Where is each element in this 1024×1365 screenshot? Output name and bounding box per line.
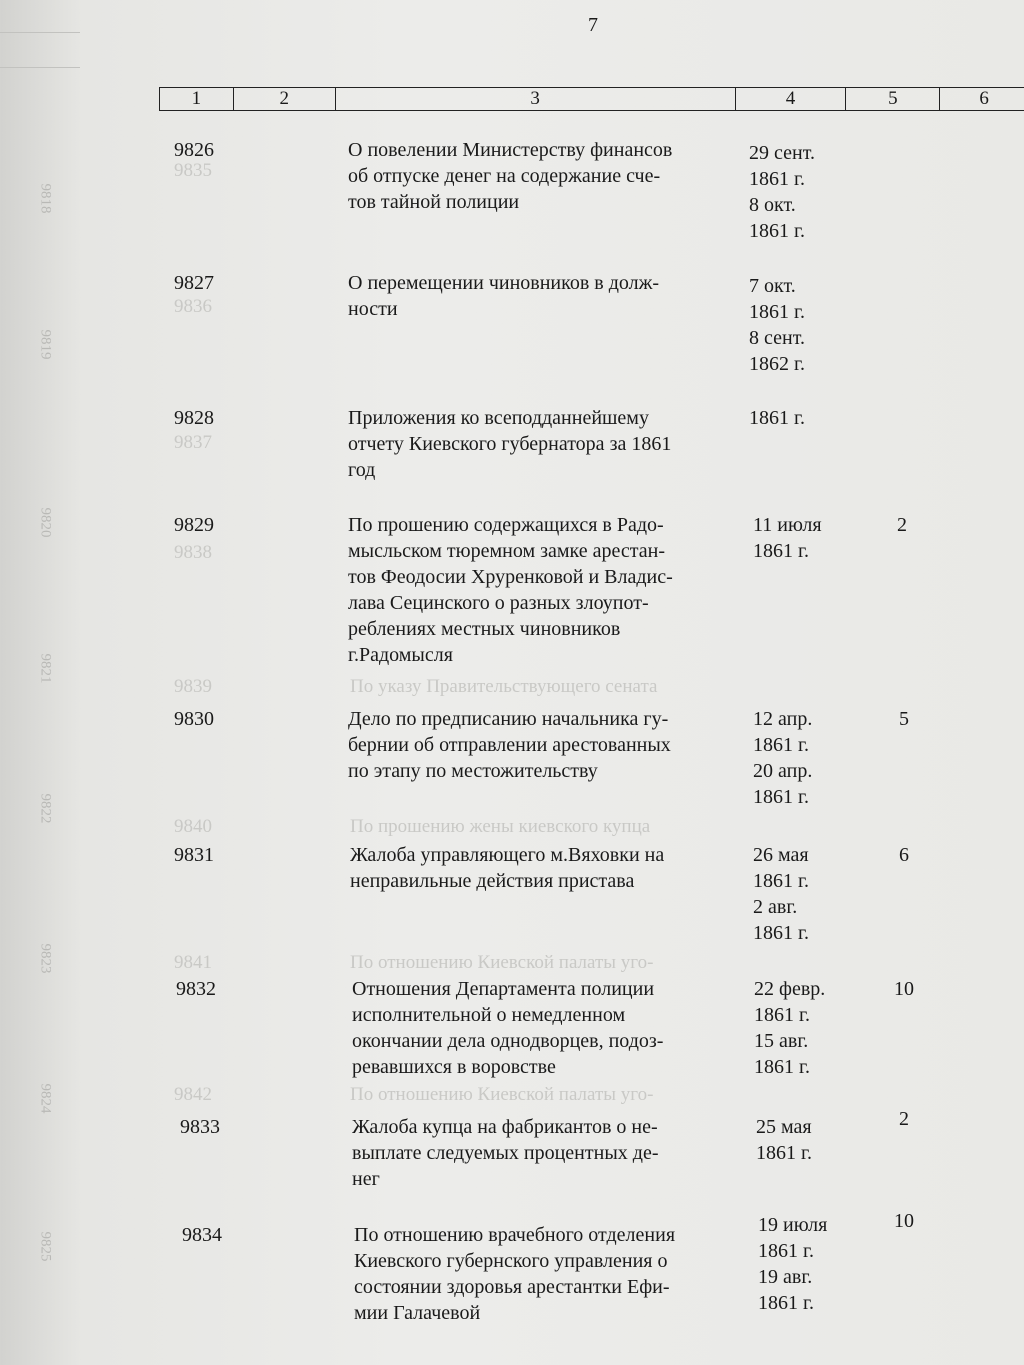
entry-number: 9828 [174, 407, 214, 429]
title-line: тов тайной полиции [348, 191, 520, 213]
entry-number: 9831 [174, 844, 214, 866]
title-line: Жалоба купца на фабрикантов о не- [352, 1116, 658, 1138]
bleed-text: По отношению Киевской палаты уго- [350, 1084, 654, 1105]
entry-dates [749, 273, 805, 377]
page-number: 7 [588, 14, 598, 36]
title-line: реблениях местных чиновников [348, 618, 621, 640]
corner-bleed-mark [0, 32, 80, 68]
entry-title [348, 405, 738, 483]
entry-sheets: 6 [899, 844, 909, 866]
bleed-number: 9842 [174, 1084, 212, 1105]
date-line: 19 авг. [758, 1266, 813, 1288]
date-line: 1861 г. [753, 870, 809, 892]
margin-bleed-number: 9818 [37, 183, 54, 214]
entry-number: 9834 [182, 1224, 222, 1246]
bleed-number: 9841 [174, 952, 212, 973]
entry-dates [758, 1212, 827, 1316]
header-col-5: 5 [846, 88, 940, 110]
entry-dates [754, 976, 825, 1080]
entry-dates [756, 1114, 812, 1166]
entry-title [348, 270, 738, 322]
entry-sheets: 2 [897, 514, 907, 536]
date-line: 8 сент. [749, 327, 805, 349]
entry-number: 9829 [174, 514, 214, 536]
entry-sheets: 5 [899, 708, 909, 730]
entry-title [350, 842, 740, 894]
date-line: 1861 г. [754, 1056, 810, 1078]
date-line: 1862 г. [749, 353, 805, 375]
date-line: 29 сент. [749, 142, 815, 164]
margin-bleed-number: 9821 [37, 653, 54, 684]
margin-bleed-number: 9824 [37, 1083, 54, 1114]
title-line: бернии об отправлении арестованных [348, 734, 671, 756]
date-line: 19 июля [758, 1214, 828, 1236]
date-line: 1861 г. [756, 1142, 812, 1164]
date-line: 1861 г. [758, 1240, 814, 1262]
entry-number: 9826 [174, 139, 214, 161]
bleed-text: По прошению жены киевского купца [350, 816, 651, 837]
title-line: По прошению содержащихся в Радо- [348, 514, 664, 536]
title-line: О повелении Министерству финансов [348, 139, 673, 161]
title-line: Киевского губернского управления о [354, 1250, 668, 1272]
bleed-number: 9840 [174, 816, 212, 837]
bleed-text: По отношению Киевской палаты уго- [350, 952, 654, 973]
date-line: 12 апр. [753, 708, 813, 730]
entry-number: 9833 [180, 1116, 220, 1138]
header-col-4: 4 [736, 88, 847, 110]
bleed-number: 9836 [174, 296, 212, 317]
date-line: 26 мая [753, 844, 809, 866]
date-line: 11 июля [753, 514, 822, 536]
bleed-number: 9838 [174, 542, 212, 563]
title-line: мии Галачевой [354, 1302, 481, 1324]
title-line: г.Радомысля [348, 644, 453, 666]
entry-title [348, 512, 738, 668]
entry-number: 9830 [174, 708, 214, 730]
bleed-number: 9837 [174, 432, 212, 453]
date-line: 1861 г. [749, 301, 805, 323]
title-line: ревавшихся в воровстве [352, 1056, 556, 1078]
title-line: отчету Киевского губернатора за 1861 [348, 433, 672, 455]
table-header-row [159, 87, 1024, 111]
date-line: 25 мая [756, 1116, 812, 1138]
title-line: тов Феодосии Хруренковой и Владис- [348, 566, 673, 588]
date-line: 15 авг. [754, 1030, 809, 1052]
entry-dates [749, 405, 805, 431]
date-line: 1861 г. [753, 786, 809, 808]
entry-number: 9827 [174, 272, 214, 294]
date-line: 8 окт. [749, 194, 796, 216]
title-line: О перемещении чиновников в долж- [348, 272, 660, 294]
header-col-2: 2 [234, 88, 336, 110]
entry-title [352, 976, 742, 1080]
title-line: выплате следуемых процентных де- [352, 1142, 659, 1164]
margin-bleed-number: 9823 [37, 943, 54, 974]
title-line: Приложения ко всеподданнейшему [348, 407, 649, 429]
date-line: 22 февр. [754, 978, 826, 1000]
bleed-text: По указу Правительствующего сената [350, 676, 658, 697]
entry-dates [753, 842, 809, 946]
date-line: 1861 г. [749, 220, 805, 242]
title-line: окончании дела однодворцев, подоз- [352, 1030, 664, 1052]
date-line: 2 авг. [753, 896, 798, 918]
title-line: год [348, 459, 376, 481]
title-line: нег [352, 1168, 380, 1190]
entry-title [348, 137, 738, 215]
date-line: 7 окт. [749, 275, 796, 297]
title-line: неправильные действия пристава [350, 870, 635, 892]
date-line: 1861 г. [753, 922, 809, 944]
date-line: 20 апр. [753, 760, 813, 782]
entry-title [348, 706, 738, 784]
entry-sheets: 10 [894, 978, 914, 1000]
bleed-number: 9835 [174, 160, 212, 181]
entry-title [354, 1222, 744, 1326]
margin-bleed-number: 9819 [37, 329, 54, 360]
date-line: 1861 г. [754, 1004, 810, 1026]
title-line: лава Сецинского о разных злоупот- [348, 592, 649, 614]
date-line: 1861 г. [749, 407, 805, 429]
header-col-1: 1 [160, 88, 234, 110]
title-line: ности [348, 298, 398, 320]
margin-bleed-number: 9820 [37, 507, 54, 538]
title-line: Жалоба управляющего м.Вяховки на [350, 844, 665, 866]
date-line: 1861 г. [749, 168, 805, 190]
bleed-number: 9839 [174, 676, 212, 697]
entry-dates [753, 706, 812, 810]
entry-sheets: 10 [894, 1210, 914, 1232]
date-line: 1861 г. [758, 1292, 814, 1314]
title-line: мысльском тюремном замке арестан- [348, 540, 666, 562]
header-col-3: 3 [336, 88, 736, 110]
margin-bleed-number: 9822 [37, 793, 54, 824]
title-line: По отношению врачебного отделения [354, 1224, 676, 1246]
title-line: об отпуске денег на содержание сче- [348, 165, 661, 187]
title-line: Дело по предписанию начальника гу- [348, 708, 669, 730]
entry-dates [749, 140, 815, 244]
title-line: исполнительной о немедленном [352, 1004, 626, 1026]
entry-dates [753, 512, 822, 564]
margin-bleed-number: 9825 [37, 1231, 54, 1262]
date-line: 1861 г. [753, 540, 809, 562]
title-line: Отношения Департамента полиции [352, 978, 655, 1000]
header-col-6: 6 [979, 88, 989, 109]
entry-number: 9832 [176, 978, 216, 1000]
title-line: состоянии здоровья арестантки Ефи- [354, 1276, 670, 1298]
date-line: 1861 г. [753, 734, 809, 756]
entry-title [352, 1114, 742, 1192]
entry-sheets: 2 [899, 1108, 909, 1130]
title-line: по этапу по местожительству [348, 760, 598, 782]
